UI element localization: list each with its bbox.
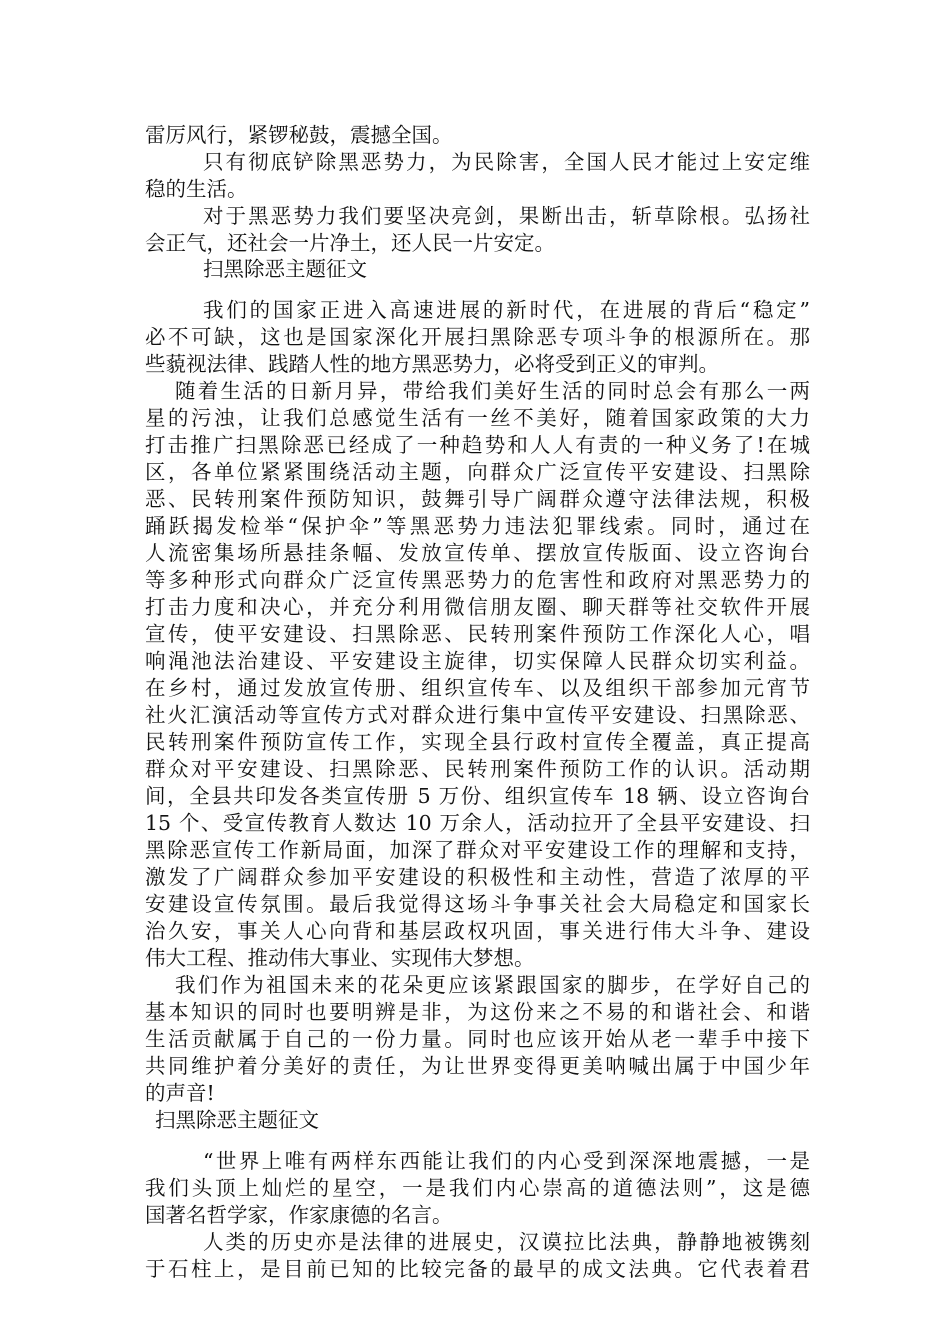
text-line: 15 个、受宣传教育人数达 10 万余人，活动拉开了全县平安建设、扫: [145, 811, 810, 835]
text-line: 必不可缺，这也是国家深化开展扫黑除恶专项斗争的根源所在。那: [145, 325, 810, 349]
text-line: 安建设宣传氛围。最后我觉得这场斗争事关社会大局稳定和国家长: [145, 892, 810, 916]
text-line: 黑除恶宣传工作新局面，加深了群众对平安建设工作的理解和支持，: [145, 838, 810, 862]
text-line: 星的污浊，让我们总感觉生活有一丝不美好，随着国家政策的大力: [145, 406, 810, 430]
text-line: 国著名哲学家，作家康德的名言。: [145, 1203, 453, 1227]
section-heading: 扫黑除恶主题征文: [155, 1108, 319, 1132]
text-line: 会正气，还社会一片净土，还人民一片安定。: [145, 231, 555, 255]
text-line: 响渑池法治建设、平安建设主旋律，切实保障人民群众切实利益。: [145, 649, 810, 673]
text-line: 激发了广阔群众参加平安建设的积极性和主动性，营造了浓厚的平: [145, 865, 810, 889]
text-line: 我们头顶上灿烂的星空，一是我们内心崇高的道德法则”，这是德: [145, 1176, 810, 1200]
text-line: 人流密集场所悬挂条幅、发放宣传单、摆放宣传版面、设立咨询台: [145, 541, 810, 565]
text-line: 民转刑案件预防宣传工作，实现全县行政村宣传全覆盖，真正提高: [145, 730, 810, 754]
text-line: 对于黑恶势力我们要坚决亮剑，果断出击，斩草除根。弘扬社: [203, 204, 810, 228]
text-line: 伟大工程、推动伟大事业、实现伟大梦想。: [145, 946, 535, 970]
text-line: 基本知识的同时也要明辨是非，为这份来之不易的和谐社会、和谐: [145, 1000, 810, 1024]
text-line: 生活贡献属于自己的一份力量。同时也应该开始从老一辈手中接下: [145, 1027, 810, 1051]
text-line: “世界上唯有两样东西能让我们的内心受到深深地震撼，一是: [203, 1149, 810, 1173]
text-line: 恶、民转刑案件预防知识，鼓舞引导广阔群众遵守法律法规，积极: [145, 487, 810, 511]
text-line: 随着生活的日新月异，带给我们美好生活的同时总会有那么一两: [175, 379, 810, 403]
text-line: 共同维护着分美好的责任，为让世界变得更美呐喊出属于中国少年: [145, 1054, 810, 1078]
text-line: 于石柱上，是目前已知的比较完备的最早的成文法典。它代表着君: [145, 1257, 810, 1281]
text-line: 人类的历史亦是法律的进展史，汉谟拉比法典，静静地被镌刻: [203, 1230, 810, 1254]
text-line: 宣传，使平安建设、扫黑除恶、民转刑案件预防工作深化人心，唱: [145, 622, 810, 646]
text-line: 雷厉风行，紧锣秘鼓，震撼全国。: [145, 123, 453, 147]
text-line: 区，各单位紧紧围绕活动主题，向群众广泛宣传平安建设、扫黑除: [145, 460, 810, 484]
text-line: 只有彻底铲除黑恶势力，为民除害，全国人民才能过上安定维: [203, 150, 810, 174]
text-line: 的声音!: [145, 1081, 215, 1105]
text-line: 治久安，事关人心向背和基层政权巩固，事关进行伟大斗争、建设: [145, 919, 810, 943]
text-line: 打击力度和决心，并充分利用微信朋友圈、聊天群等社交软件开展: [145, 595, 810, 619]
text-line: 社火汇演活动等宣传方式对群众进行集中宣传平安建设、扫黑除恶、: [145, 703, 810, 727]
text-line: 稳的生活。: [145, 177, 248, 201]
text-line: 我们作为祖国未来的花朵更应该紧跟国家的脚步，在学好自己的: [175, 973, 810, 997]
text-line: 间，全县共印发各类宣传册 5 万份、组织宣传车 18 辆、设立咨询台: [145, 784, 810, 808]
text-line: 群众对平安建设、扫黑除恶、民转刑案件预防工作的认识。活动期: [145, 757, 810, 781]
text-line: 打击推广扫黑除恶已经成了一种趋势和人人有责的一种义务了!在城: [145, 433, 810, 457]
text-line: 踊跃揭发检举“保护伞”等黑恶势力违法犯罪线索。同时，通过在: [145, 514, 810, 538]
text-line: 在乡村，通过发放宣传册、组织宣传车、以及组织干部参加元宵节: [145, 676, 810, 700]
text-line: 等多种形式向群众广泛宣传黑恶势力的危害性和政府对黑恶势力的: [145, 568, 810, 592]
text-line: 我们的国家正进入高速进展的新时代，在进展的背后“稳定”: [203, 298, 810, 322]
text-line: 些藐视法律、践踏人性的地方黑恶势力，必将受到正义的审判。: [145, 352, 719, 376]
section-heading: 扫黑除恶主题征文: [203, 257, 367, 281]
